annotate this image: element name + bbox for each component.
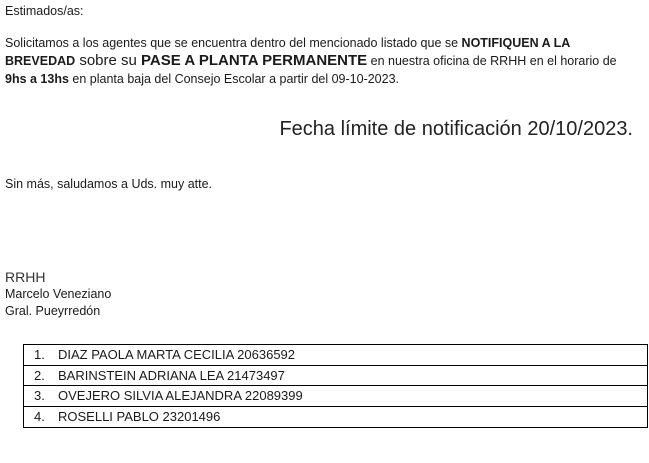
list-item-text: ROSELLI PABLO 23201496 <box>58 409 221 425</box>
signature-name: Marcelo Veneziano <box>5 287 112 301</box>
paragraph-text-2: sobre su <box>75 52 142 69</box>
list-item <box>24 407 647 428</box>
paragraph-text-4: en planta baja del Consejo Escolar a partir del 09-10-2023. <box>68 72 400 86</box>
list-item <box>24 386 647 407</box>
paragraph-text-1: Solicitamos a los agentes que se encuentra dentro del mencionado listado que se <box>5 36 462 50</box>
paragraph-bold-notify: NOTIFIQUEN A LA BREVEDAD <box>5 36 570 68</box>
greeting: Estimados/as: <box>5 4 84 18</box>
signature-place: Gral. Pueyrredón <box>5 304 101 318</box>
paragraph-text-3: en nuestra oficina de RRHH en el horario de <box>367 54 617 68</box>
paragraph-bold-hours: 9hs a 13hs <box>5 72 69 86</box>
closing-text: Sin más, saludamos a Uds. muy atte. <box>5 177 213 191</box>
list-item <box>24 345 647 366</box>
agents-list <box>23 344 648 428</box>
list-item <box>24 366 647 387</box>
list-item-text: BARINSTEIN ADRIANA LEA 21473497 <box>58 367 285 383</box>
list-item-number: 3. <box>34 388 45 404</box>
signature-dept: RRHH <box>5 269 46 285</box>
paragraph-bold-status: PASE A PLANTA PERMANENTE <box>141 52 368 69</box>
list-item-text: DIAZ PAOLA MARTA CECILIA 20636592 <box>58 347 296 363</box>
list-item-number: 4. <box>34 409 45 425</box>
list-item-text: OVEJERO SILVIA ALEJANDRA 22089399 <box>58 388 303 404</box>
signature-block <box>5 268 111 320</box>
body-paragraph <box>5 34 641 88</box>
list-item-number: 2. <box>34 367 45 383</box>
deadline-text: Fecha límite de notificación 20/10/2023. <box>279 118 633 140</box>
list-item-number: 1. <box>34 347 45 363</box>
